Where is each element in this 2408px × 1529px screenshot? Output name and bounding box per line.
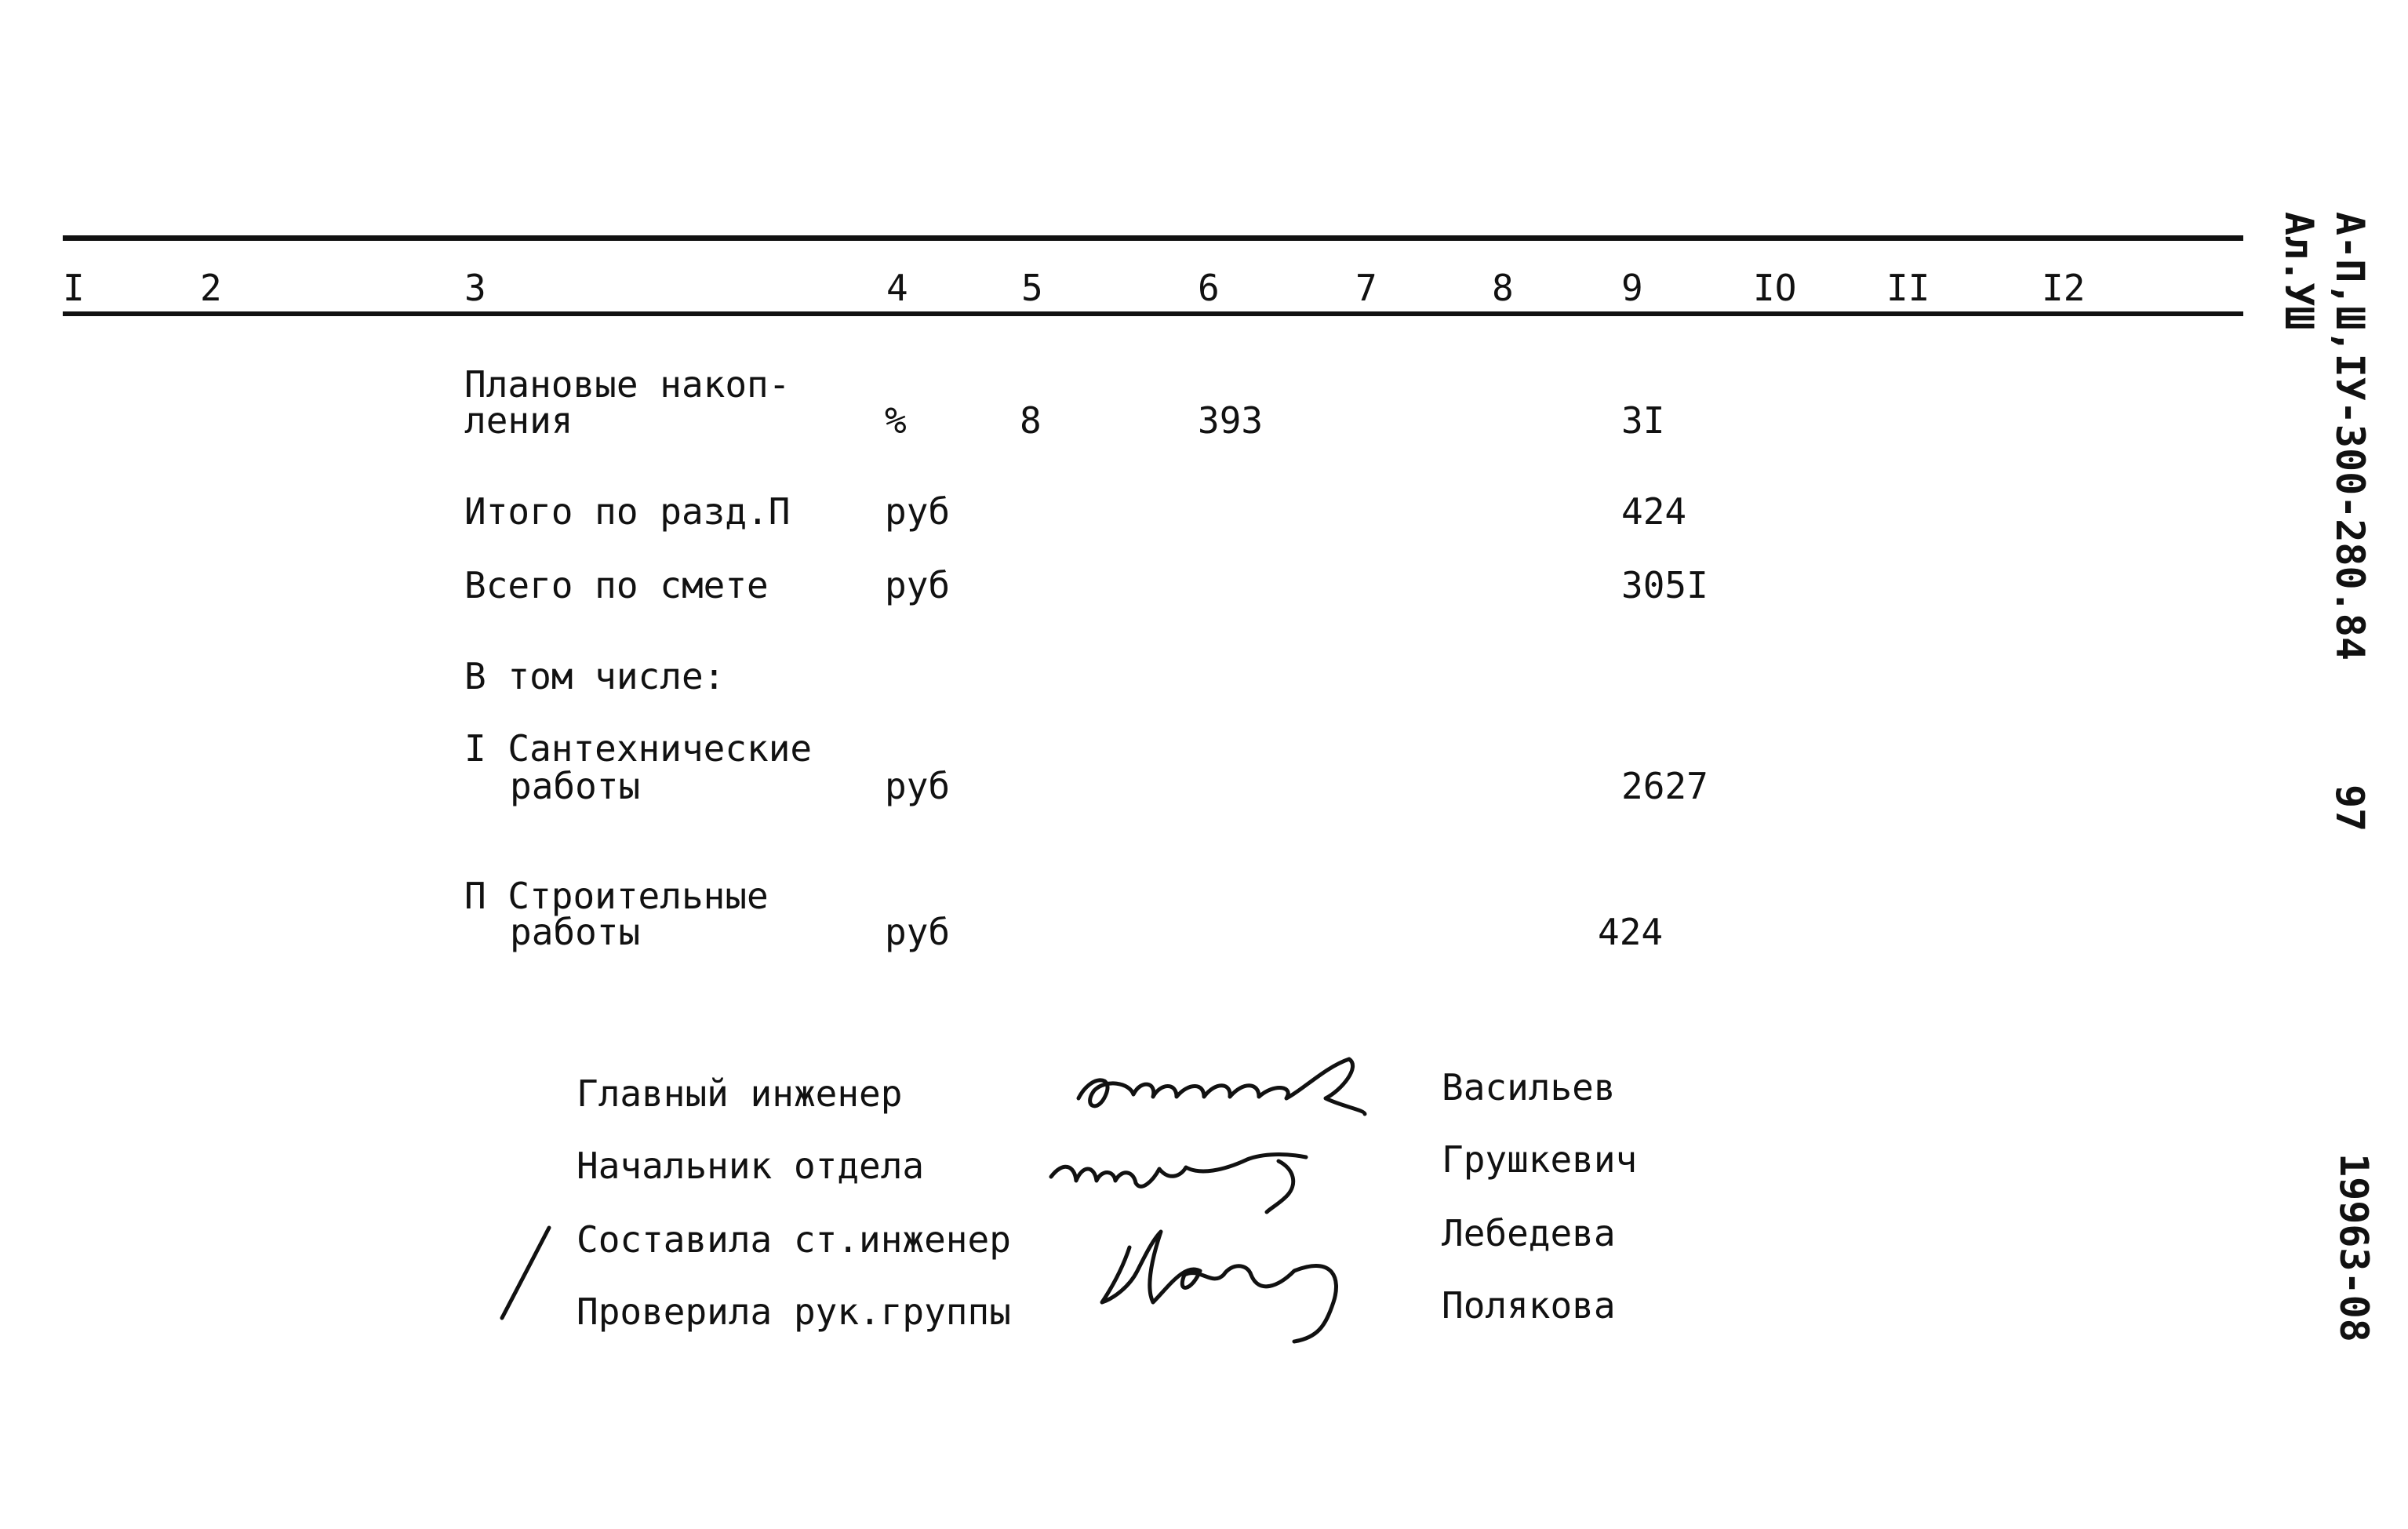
slash-mark (502, 1228, 549, 1318)
row-col5: 8 (1020, 399, 1042, 442)
col-header-4: 4 (886, 267, 908, 309)
row-name-line1: В том числе: (464, 655, 726, 697)
col-header-1: I (63, 267, 85, 309)
col-header-2: 2 (200, 267, 222, 309)
row-unit: руб (885, 564, 951, 606)
row-name-line1: П Строительные (464, 875, 769, 917)
row-unit: руб (885, 490, 951, 533)
signature-scribble-1 (1079, 1059, 1365, 1114)
row-name-line1: I Сантехнические (464, 727, 813, 770)
row-unit: руб (885, 911, 951, 953)
row-name-line1: Плановые накоп- (464, 363, 791, 406)
row-col9: 424 (1621, 490, 1687, 533)
row-col9: 3I (1621, 399, 1665, 442)
row-name-line2: ления (464, 399, 573, 442)
signature-name: Васильев (1442, 1066, 1616, 1109)
row-name-line2: работы (510, 765, 641, 807)
signature-scribble-3 (1102, 1232, 1336, 1342)
col-header-6: 6 (1198, 267, 1220, 309)
document-code-line1: А-П,Ш,ІУ-300-280.84 (2327, 212, 2373, 661)
row-col9: 305I (1621, 564, 1708, 606)
col-header-11: II (1886, 267, 1930, 309)
signature-role: Проверила рук.группы (577, 1291, 1011, 1333)
col-header-8: 8 (1492, 267, 1514, 309)
signature-role: Главный инженер (577, 1072, 903, 1115)
signature-role: Начальник отдела (577, 1145, 925, 1187)
row-col6: 393 (1198, 399, 1264, 442)
signature-scribble-2 (1051, 1155, 1306, 1212)
col-header-5: 5 (1021, 267, 1043, 309)
row-col9: 424 (1598, 911, 1664, 953)
col-header-9: 9 (1621, 267, 1643, 309)
col-header-3: 3 (464, 267, 486, 309)
row-name-line2: работы (510, 911, 641, 953)
col-header-10: IO (1753, 267, 1797, 309)
col-header-7: 7 (1355, 267, 1377, 309)
document-number: 19963-08 (2331, 1153, 2377, 1342)
signature-name: Полякова (1442, 1284, 1616, 1327)
signature-name: Лебедева (1442, 1212, 1616, 1254)
row-col9: 2627 (1621, 765, 1708, 807)
row-name-line1: Всего по смете (464, 564, 769, 606)
document-code-line2: Ал.УШ (2276, 212, 2322, 330)
page-number: 97 (2327, 785, 2373, 832)
row-unit: руб (885, 765, 951, 807)
row-unit: % (885, 399, 907, 442)
signature-name: Грушкевич (1442, 1138, 1638, 1181)
row-name-line1: Итого по разд.П (464, 490, 791, 533)
col-header-12: I2 (2042, 267, 2086, 309)
signature-role: Составила ст.инженер (577, 1218, 1011, 1261)
